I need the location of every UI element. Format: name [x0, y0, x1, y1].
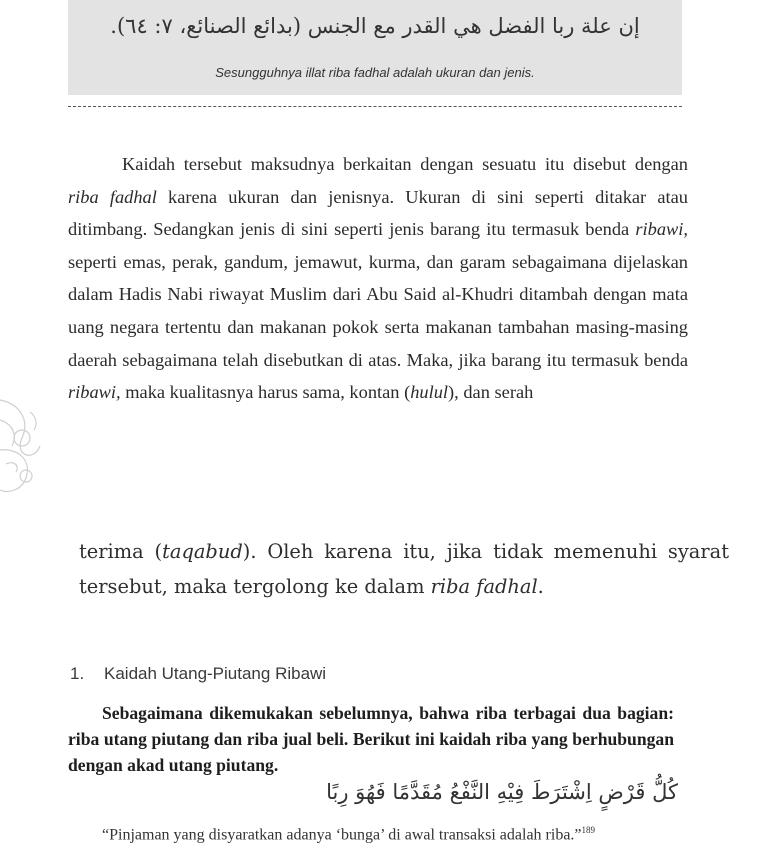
- quote-translation: Sesungguhnya illat riba fadhal adalah ukuran dan jenis.: [215, 65, 535, 80]
- floral-ornament-icon: [0, 390, 44, 502]
- italic-term: hulul: [410, 382, 449, 403]
- italic-term: taqabud: [162, 540, 243, 563]
- italic-term: riba fadhal: [68, 186, 157, 207]
- text-run: seperti emas, perak, gandum, jemawut, kurma, dan garam sebagaimana dijelaskan dalam Hadis Nabi riwayat Muslim dari Abu Said al-Khudri ditambah dengan mata uang negara tertentu dan makanan pokok serta makanan tambahan masing-masing daerah sebagaimana telah disebutkan di atas. Maka, jika barang itu termasuk benda: [68, 251, 688, 370]
- text-run: maka kualitasnya harus sama, kontan (: [120, 382, 411, 403]
- italic-term: riba fadhal: [430, 575, 538, 598]
- continued-paragraph: [79, 534, 729, 604]
- footnote-marker: 189: [581, 825, 596, 835]
- text-run: .: [537, 575, 544, 598]
- main-paragraph: [68, 148, 688, 409]
- rule-translation: [102, 825, 702, 844]
- dashed-divider: [68, 106, 682, 107]
- text-run: ), dan serah: [448, 382, 534, 403]
- text-run: karena ukuran dan jenisnya. Ukuran di sini seperti ditakar atau ditimbang. Sedangkan jenis di sini seperti jenis barang itu termasuk benda: [68, 186, 688, 240]
- text-run: Kaidah tersebut maksudnya berkaitan dengan sesuatu itu disebut dengan: [122, 154, 688, 174]
- section-paragraph: Sebagaimana dikemukakan sebelumnya, bahwa riba terbagai dua bagian: riba utang piutang dan riba jual beli. Berikut ini kaidah riba yang berhubungan dengan akad utang piutang.: [68, 703, 674, 775]
- section-title: Kaidah Utang-Piutang Ribawi: [104, 664, 327, 683]
- rule-translation-text: “Pinjaman yang disyaratkan adanya ‘bunga’ di awal transaksi adalah riba.”: [102, 826, 582, 844]
- section-body: [68, 700, 674, 778]
- section-number: 1.: [70, 664, 85, 683]
- section-heading: [70, 664, 670, 684]
- italic-term: ribawi,: [68, 382, 121, 403]
- quote-box: [68, 0, 682, 95]
- italic-term: ribawi,: [635, 219, 688, 240]
- arabic-rule: كُلُّ قَرْضٍ اِشْتَرَطَ فِيْهِ النَّفْعُ مُقَدَّمًا فَهُوَ رِبًا: [326, 780, 678, 804]
- text-run: ). Oleh karena itu, jika tidak memenuhi syarat tersebut, maka tergolong ke dalam: [79, 540, 729, 598]
- arabic-quote: إن علة ربا الفضل هي القدر مع الجنس (بدائع الصنائع، ٧: ٦٤).: [110, 14, 640, 38]
- paragraph-continuation: [79, 534, 729, 604]
- text-run: terima (: [79, 540, 163, 563]
- paragraph-kaidah: [68, 148, 688, 409]
